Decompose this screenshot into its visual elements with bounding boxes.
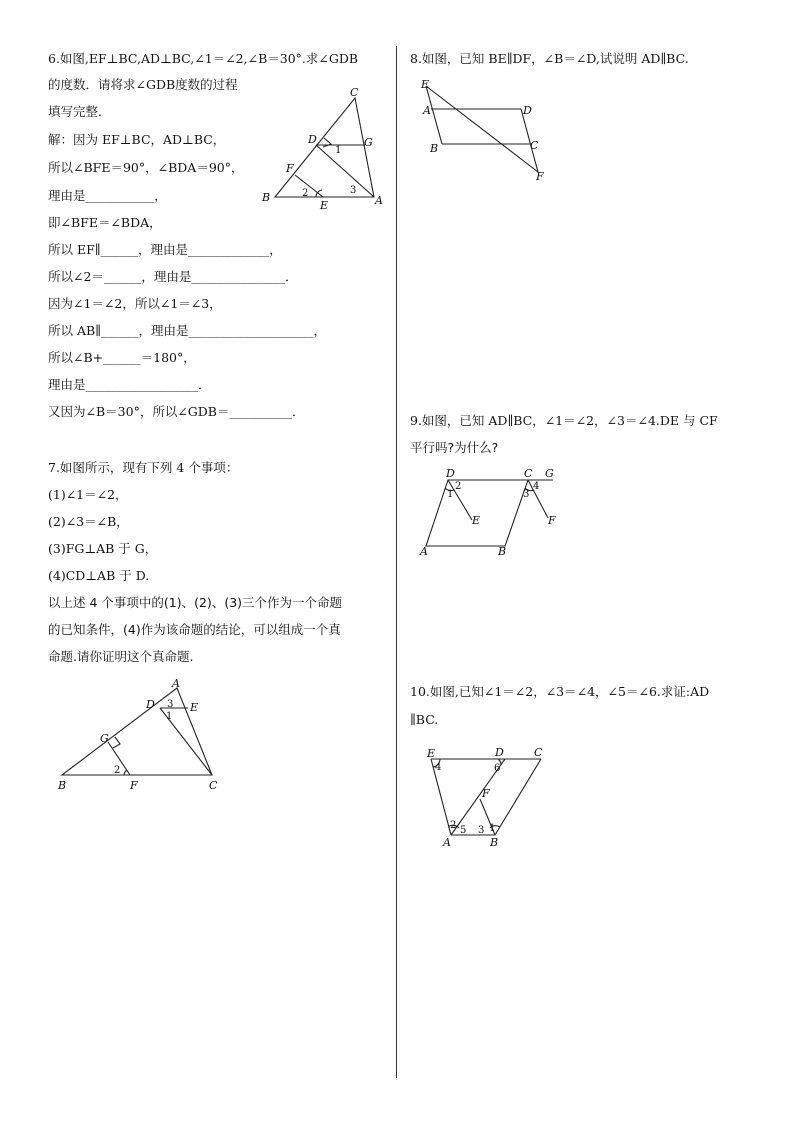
q6-figure [258,86,390,210]
q7-angle-arc-f [124,770,127,775]
q6-line-1: 6.如图,EF⊥BC,AD⊥BC,∠1＝∠2,∠B＝30°.求∠GDB [48,51,359,66]
q9-angle-3: 3 [523,489,530,500]
q6-line-11: 所以 AB∥______，理由是____________________， [48,323,326,338]
q10-line-1: 10.如图,已知∠1＝∠2，∠3＝∠4，∠5＝∠6.求证:AD [410,684,710,699]
q10-label-d: D [495,746,504,759]
q10-label-f: F [482,787,490,800]
q8-label-a: A [423,104,431,117]
q10-angle-2: 2 [450,820,457,831]
q10-line-2: ∥BC. [410,712,439,727]
q8-label-d: D [523,104,532,117]
q9-label-a: A [420,545,428,558]
q9-label-g: G [545,467,554,480]
q7-angle-1: 1 [166,711,173,722]
q6-line-10: 因为∠1＝∠2，所以∠1＝∠3， [48,296,222,311]
q6-label-e: E [320,199,329,212]
q9-figure [418,466,563,561]
q6-label-d: D [308,133,317,146]
q9-label-f: F [548,514,556,527]
q7-line-2: (1)∠1＝∠2， [48,487,128,502]
q8-figure [418,74,558,184]
q6-line-9: 所以∠2＝______，理由是_______________． [48,269,298,284]
q10-label-b: B [490,836,499,849]
q9-line-2: 平行吗?为什么? [410,440,499,455]
q7-figure [52,676,232,796]
q7-line-4: (3)FG⊥AB 于 G， [48,541,158,556]
q6-line-2: 的度数．请将求∠GDB度数的过程 [48,77,238,92]
q6-label-a: A [375,194,383,207]
q10-label-e: E [427,747,436,760]
q6-label-b: B [262,191,271,204]
q7-right-angle-g [113,737,120,748]
q6-line-6: 理由是___________， [48,188,167,203]
q7-label-g: G [100,732,109,745]
q6-line-7: 即∠BFE＝∠BDA， [48,215,162,230]
q6-line-5: 所以∠BFE＝90°，∠BDA＝90°， [48,160,244,175]
q10-angle-1: 1 [489,823,496,834]
q9-angle-2: 2 [455,481,462,492]
q7-line-8: 命题.请你证明这个真命题. [48,649,194,664]
q8-label-c: C [530,139,539,152]
q6-line-3: 填写完整． [48,104,111,119]
column-divider [396,46,397,1078]
q6-label-c: C [350,86,359,99]
q9-angle-4: 4 [533,481,540,492]
q7-label-e: E [190,701,199,714]
q6-label-f: F [286,162,294,175]
q7-label-b: B [58,779,67,792]
q6-line-12: 所以∠B+______＝180°， [48,350,196,365]
q6-right-angle-d [323,138,331,147]
q6-angle-1: 1 [335,145,342,156]
q9-line-1: 9.如图，已知 AD∥BC，∠1＝∠2，∠3＝∠4.DE 与 CF [410,413,718,428]
q7-line-5: (4)CD⊥AB 于 D. [48,568,150,583]
q9-label-c: C [524,467,533,480]
q10-angle-4: 4 [435,762,442,773]
q10-angle-3: 3 [478,825,485,836]
q7-label-c: C [209,779,218,792]
q6-line-4: 解：因为 EF⊥BC，AD⊥BC， [48,132,226,147]
q9-label-d: D [446,467,455,480]
q9-parallelogram-abcd [426,480,528,546]
q6-label-g: G [364,136,373,149]
q7-label-d: D [146,698,155,711]
q7-angle-3: 3 [167,699,174,710]
q10-figure [418,742,558,852]
q7-label-f: F [130,779,138,792]
q6-line-14: 又因为∠B＝30°，所以∠GDB＝__________． [48,404,305,419]
q8-label-b: B [430,142,439,155]
q7-line-1: 7.如图所示，现有下列 4 个事项： [48,460,239,475]
q10-segment-bc [495,759,541,835]
q9-label-b: B [498,545,507,558]
q6-line-13: 理由是__________________． [48,377,211,392]
q9-angle-1: 1 [447,489,454,500]
q7-line-7: 的已知条件，(4)作为该命题的结论，可以组成一个真 [48,622,341,637]
q10-label-a: A [443,836,451,849]
q8-line-1: 8.如图，已知 BE∥DF，∠B＝∠D,试说明 AD∥BC. [410,51,689,66]
q7-angle-2: 2 [114,765,121,776]
q10-angle-6: 6 [494,763,501,774]
q6-triangle-abc [275,98,374,197]
q6-angle-2: 2 [302,188,309,199]
q10-angle-5: 5 [460,825,467,836]
q6-angle-3: 3 [350,185,357,196]
q7-label-a: A [172,677,180,690]
q8-segment-ef [426,86,538,172]
q7-line-3: (2)∠3＝∠B， [48,514,129,529]
q6-line-8: 所以 EF∥______，理由是_____________， [48,242,282,257]
q6-segment-fe [295,175,323,197]
q8-label-f: F [536,170,544,183]
q10-label-c: C [534,746,543,759]
q9-label-e: E [472,514,481,527]
q7-line-6: 以上述 4 个事项中的(1)、(2)、(3)三个作为一个命题 [48,595,343,610]
q8-label-e: E [421,78,430,91]
